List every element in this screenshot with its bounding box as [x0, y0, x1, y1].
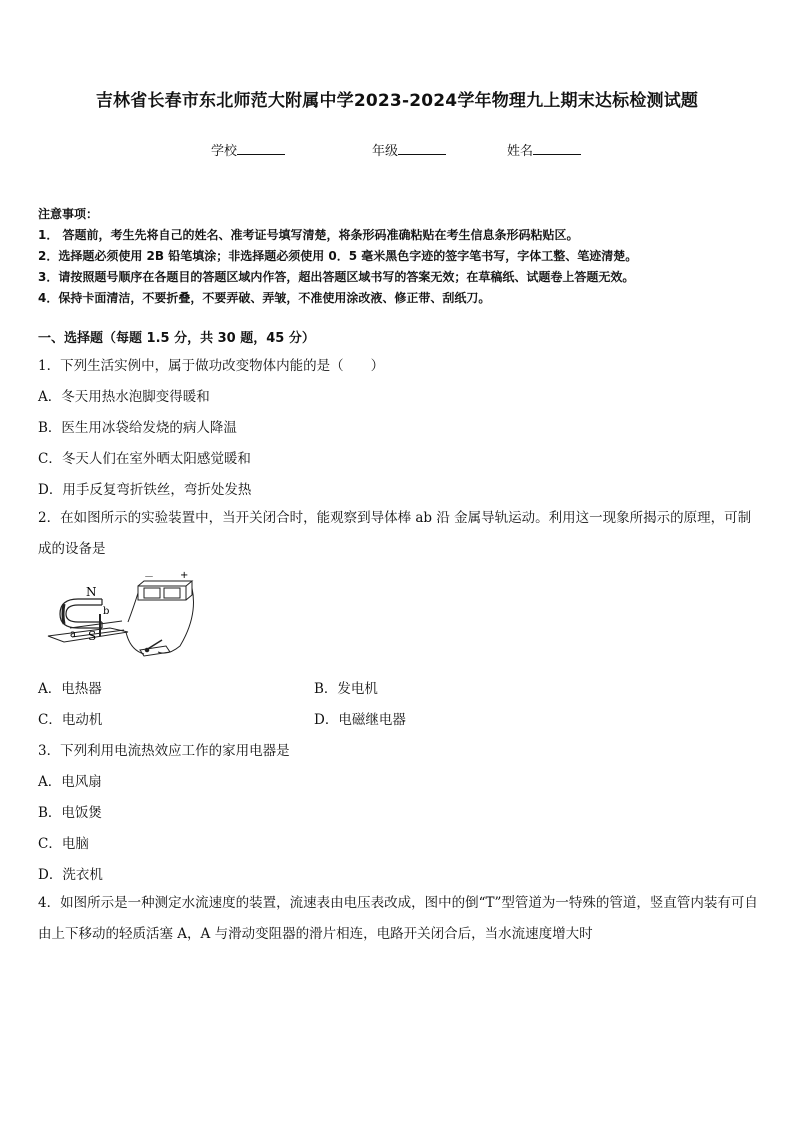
- q3-option-c: C．电脑: [38, 836, 89, 852]
- q4-stem: 4．如图所示是一种测定水流速度的装置，流速表由电压表改成，图中的倒“T”型管道为一特殊的管道，竖直管内装有可自由上下移动的轻质活塞 A，A 与滑动变阻器的滑片相连，电路开关闭合后，当水流速度增大时: [38, 895, 758, 942]
- label-a: a: [70, 629, 76, 640]
- battery-box: [138, 581, 192, 600]
- section-heading: 一、选择题（每题 1.5 分，共 30 题，45 分）: [38, 331, 315, 346]
- note-item: 3．请按照题号顺序在各题目的答题区域内作答，超出答题区域书写的答案无效；在草稿纸、试题卷上答题无效。: [38, 270, 635, 284]
- school-label: 学校: [211, 144, 238, 159]
- name-label: 姓名: [507, 144, 534, 159]
- q3-option-a: A．电风扇: [38, 774, 102, 790]
- label-s: S: [88, 629, 97, 643]
- q1-stem: 1．下列生活实例中，属于做功改变物体内能的是（ ）: [38, 358, 385, 374]
- label-minus: －: [144, 572, 154, 583]
- notes-heading: 注意事项：: [38, 207, 99, 221]
- q1-option-c: C．冬天人们在室外晒太阳感觉暖和: [38, 451, 251, 467]
- q2-option-b: B．发电机: [314, 681, 378, 697]
- note-item: 2．选择题必须使用 2B 铅笔填涂；非选择题必须使用 0．5 毫米黑色字迹的签字笔书写，字体工整、笔迹清楚。: [38, 249, 638, 263]
- grade-label: 年级: [372, 144, 399, 159]
- school-blank: [237, 142, 285, 155]
- horseshoe-magnet: [60, 599, 102, 628]
- wire: [128, 593, 138, 622]
- grade-blank: [398, 142, 446, 155]
- q1-option-a: A．冬天用热水泡脚变得暖和: [38, 389, 210, 405]
- note-item: 4．保持卡面清洁，不要折叠，不要弄破、弄皱，不准使用涂改液、修正带、刮纸刀。: [38, 291, 491, 305]
- q2-stem: 2．在如图所示的实验装置中，当开关闭合时，能观察到导体棒 ab 沿 金属导轨运动。利用这一现象所揭示的原理，可制成的设备是: [38, 510, 752, 557]
- q2-option-d: D．电磁继电器: [314, 712, 406, 728]
- q3-option-d: D．洗衣机: [38, 867, 103, 883]
- label-b: b: [103, 606, 110, 617]
- q3-option-b: B．电饭煲: [38, 805, 102, 821]
- switch: [140, 640, 170, 656]
- note-item: 1． 答题前，考生先将自己的姓名、准考证号填写清楚，将条形码准确粘贴在考生信息条形码粘贴区。: [38, 228, 579, 242]
- label-plus: +: [180, 570, 189, 581]
- q2-option-a: A．电热器: [38, 681, 102, 697]
- notes-block: [38, 204, 637, 309]
- wire: [126, 632, 144, 654]
- grade-field: [372, 140, 446, 159]
- motor-experiment-figure: [40, 566, 200, 666]
- q3-stem: 3．下列利用电流热效应工作的家用电器是: [38, 743, 290, 759]
- q1-option-b: B．医生用冰袋给发烧的病人降温: [38, 420, 237, 436]
- name-field: [507, 140, 581, 159]
- name-blank: [533, 142, 581, 155]
- q1-option-d: D．用手反复弯折铁丝，弯折处发热: [38, 482, 252, 498]
- school-field: [211, 140, 285, 159]
- label-n: N: [86, 585, 97, 599]
- q2-option-c: C．电动机: [38, 712, 103, 728]
- page-title: 吉林省长春市东北师范大附属中学2023-2024学年物理九上期末达标检测试题: [95, 91, 699, 111]
